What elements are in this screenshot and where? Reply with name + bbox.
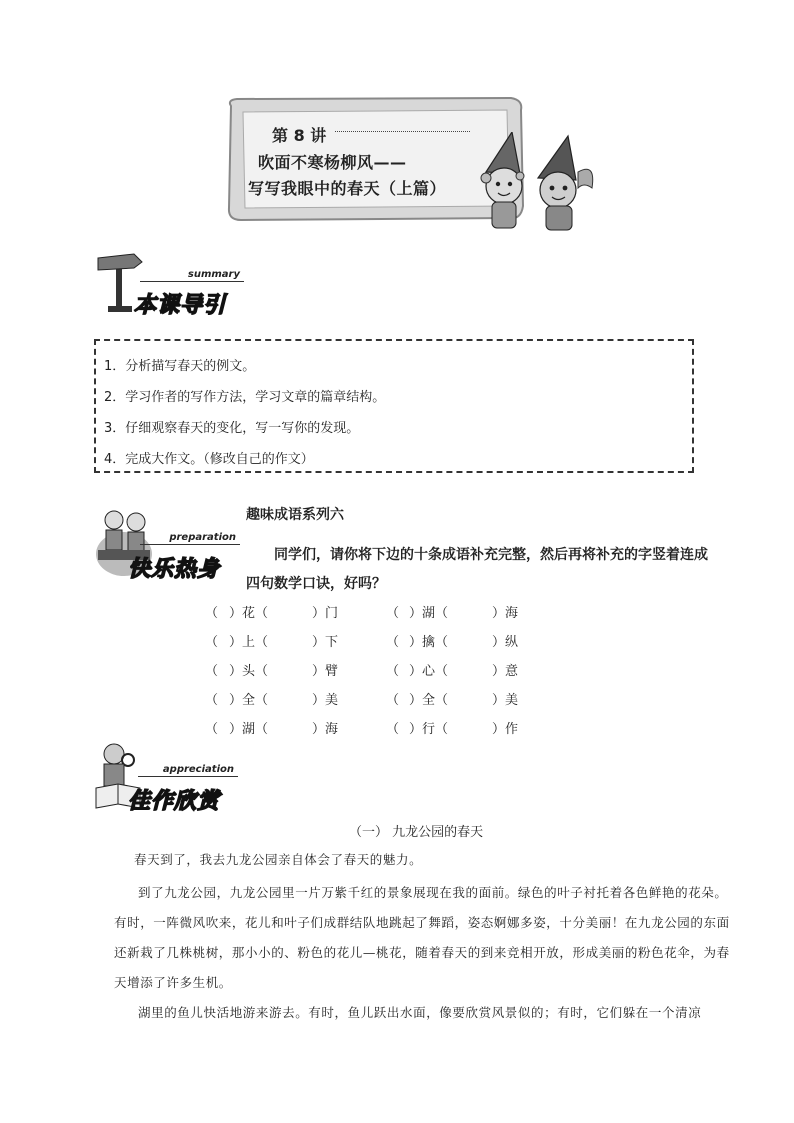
idiom-fragment: ）纵 bbox=[492, 635, 519, 650]
article-title: （一） 九龙公园的春天 bbox=[349, 825, 484, 840]
appreciation-section-header bbox=[94, 742, 244, 816]
appreciation-cn-label: 佳作欣赏 bbox=[128, 789, 221, 814]
lesson-title-line2: 写写我眼中的春天（上篇） bbox=[248, 179, 447, 198]
lesson-title-line1: 吹面不寒杨柳风—— bbox=[258, 153, 407, 172]
idiom-fragment: ）门 bbox=[312, 606, 339, 621]
idiom-fragment: ）湖（ bbox=[229, 722, 269, 737]
idiom-fragment: （ bbox=[205, 606, 219, 621]
idiom-fragment: （ bbox=[205, 635, 219, 650]
idiom-fragment: ）全（ bbox=[409, 693, 449, 708]
idiom-fragment: ）擒（ bbox=[409, 635, 449, 650]
warmup-cn-label: 快乐热身 bbox=[128, 557, 221, 582]
idiom-fragment: ）美 bbox=[492, 693, 519, 708]
idiom-fragment: ）美 bbox=[312, 693, 339, 708]
objective-item: 3．仔细观察春天的变化，写一写你的发现。 bbox=[104, 421, 360, 436]
idiom-fragment: ）下 bbox=[312, 635, 339, 650]
idiom-fragment: ）海 bbox=[492, 606, 519, 621]
objective-item: 4．完成大作文。（修改自己的作文） bbox=[104, 452, 314, 467]
summary-en-label: summary bbox=[140, 269, 244, 282]
elves-illustration bbox=[472, 132, 600, 232]
summary-section-header bbox=[94, 250, 254, 316]
objective-item: 1．分析描写春天的例文。 bbox=[104, 359, 256, 374]
idiom-fragment: ）湖（ bbox=[409, 606, 449, 621]
idiom-fragment: ）心（ bbox=[409, 664, 449, 679]
idiom-fragment: ）头（ bbox=[229, 664, 269, 679]
idiom-fragment: ）行（ bbox=[409, 722, 449, 737]
idiom-fragment: （ bbox=[386, 635, 400, 650]
article-paragraph: 湖里的鱼儿快活地游来游去。有时，鱼儿跃出水面，像要欣赏风景似的；有时，它们躲在一个清凉 bbox=[138, 1005, 702, 1020]
idiom-fragment: ）全（ bbox=[229, 693, 269, 708]
summary-cn-label: 本课导引 bbox=[134, 293, 227, 318]
idiom-fragment: （ bbox=[386, 606, 400, 621]
article-paragraph: 春天到了，我去九龙公园亲自体会了春天的魅力。 bbox=[134, 852, 423, 867]
article-paragraph: 到了九龙公园，九龙公园里一片万紫千红的景象展现在我的面前。绿色的叶子衬托着各色鲜艳的花朵。有时，一阵微风吹来，花儿和叶子们成群结队地跳起了舞蹈，姿态婀娜多姿，十分美丽！在九龙公园的东面还新栽了几株桃树，那小小的、粉色的花儿—桃花，随着春天的到来竞相开放，形成美丽的粉色花伞，为春天增添了许多生机。 bbox=[114, 885, 730, 990]
idiom-fragment: ）意 bbox=[492, 664, 519, 679]
idiom-fragment: ）海 bbox=[312, 722, 339, 737]
idiom-fragment: （ bbox=[386, 722, 400, 737]
idiom-fragment: （ bbox=[205, 722, 219, 737]
lesson-number: 第 8 讲 bbox=[272, 126, 327, 145]
idiom-fragment: ）作 bbox=[492, 722, 519, 737]
warmup-intro: 同学们，请你将下边的十条成语补充完整，然后再将补充的字竖着连成四句数学口诀，好吗？ bbox=[246, 547, 708, 592]
warmup-en-label: preparation bbox=[140, 532, 240, 545]
appreciation-en-label: appreciation bbox=[138, 764, 238, 777]
idiom-fragment: （ bbox=[386, 664, 400, 679]
idiom-fragment: （ bbox=[205, 693, 219, 708]
idiom-fragment: ）花（ bbox=[229, 606, 269, 621]
idiom-fragment: ）臂 bbox=[312, 664, 339, 679]
series-title: 趣味成语系列六 bbox=[246, 507, 344, 523]
objective-item: 2．学习作者的写作方法，学习文章的篇章结构。 bbox=[104, 390, 386, 405]
idiom-fragment: （ bbox=[386, 693, 400, 708]
idiom-fragment: ）上（ bbox=[229, 635, 269, 650]
idiom-fragment: （ bbox=[205, 664, 219, 679]
objectives-box bbox=[94, 339, 694, 473]
warmup-section-header bbox=[94, 506, 244, 582]
lesson-rule bbox=[335, 131, 470, 132]
